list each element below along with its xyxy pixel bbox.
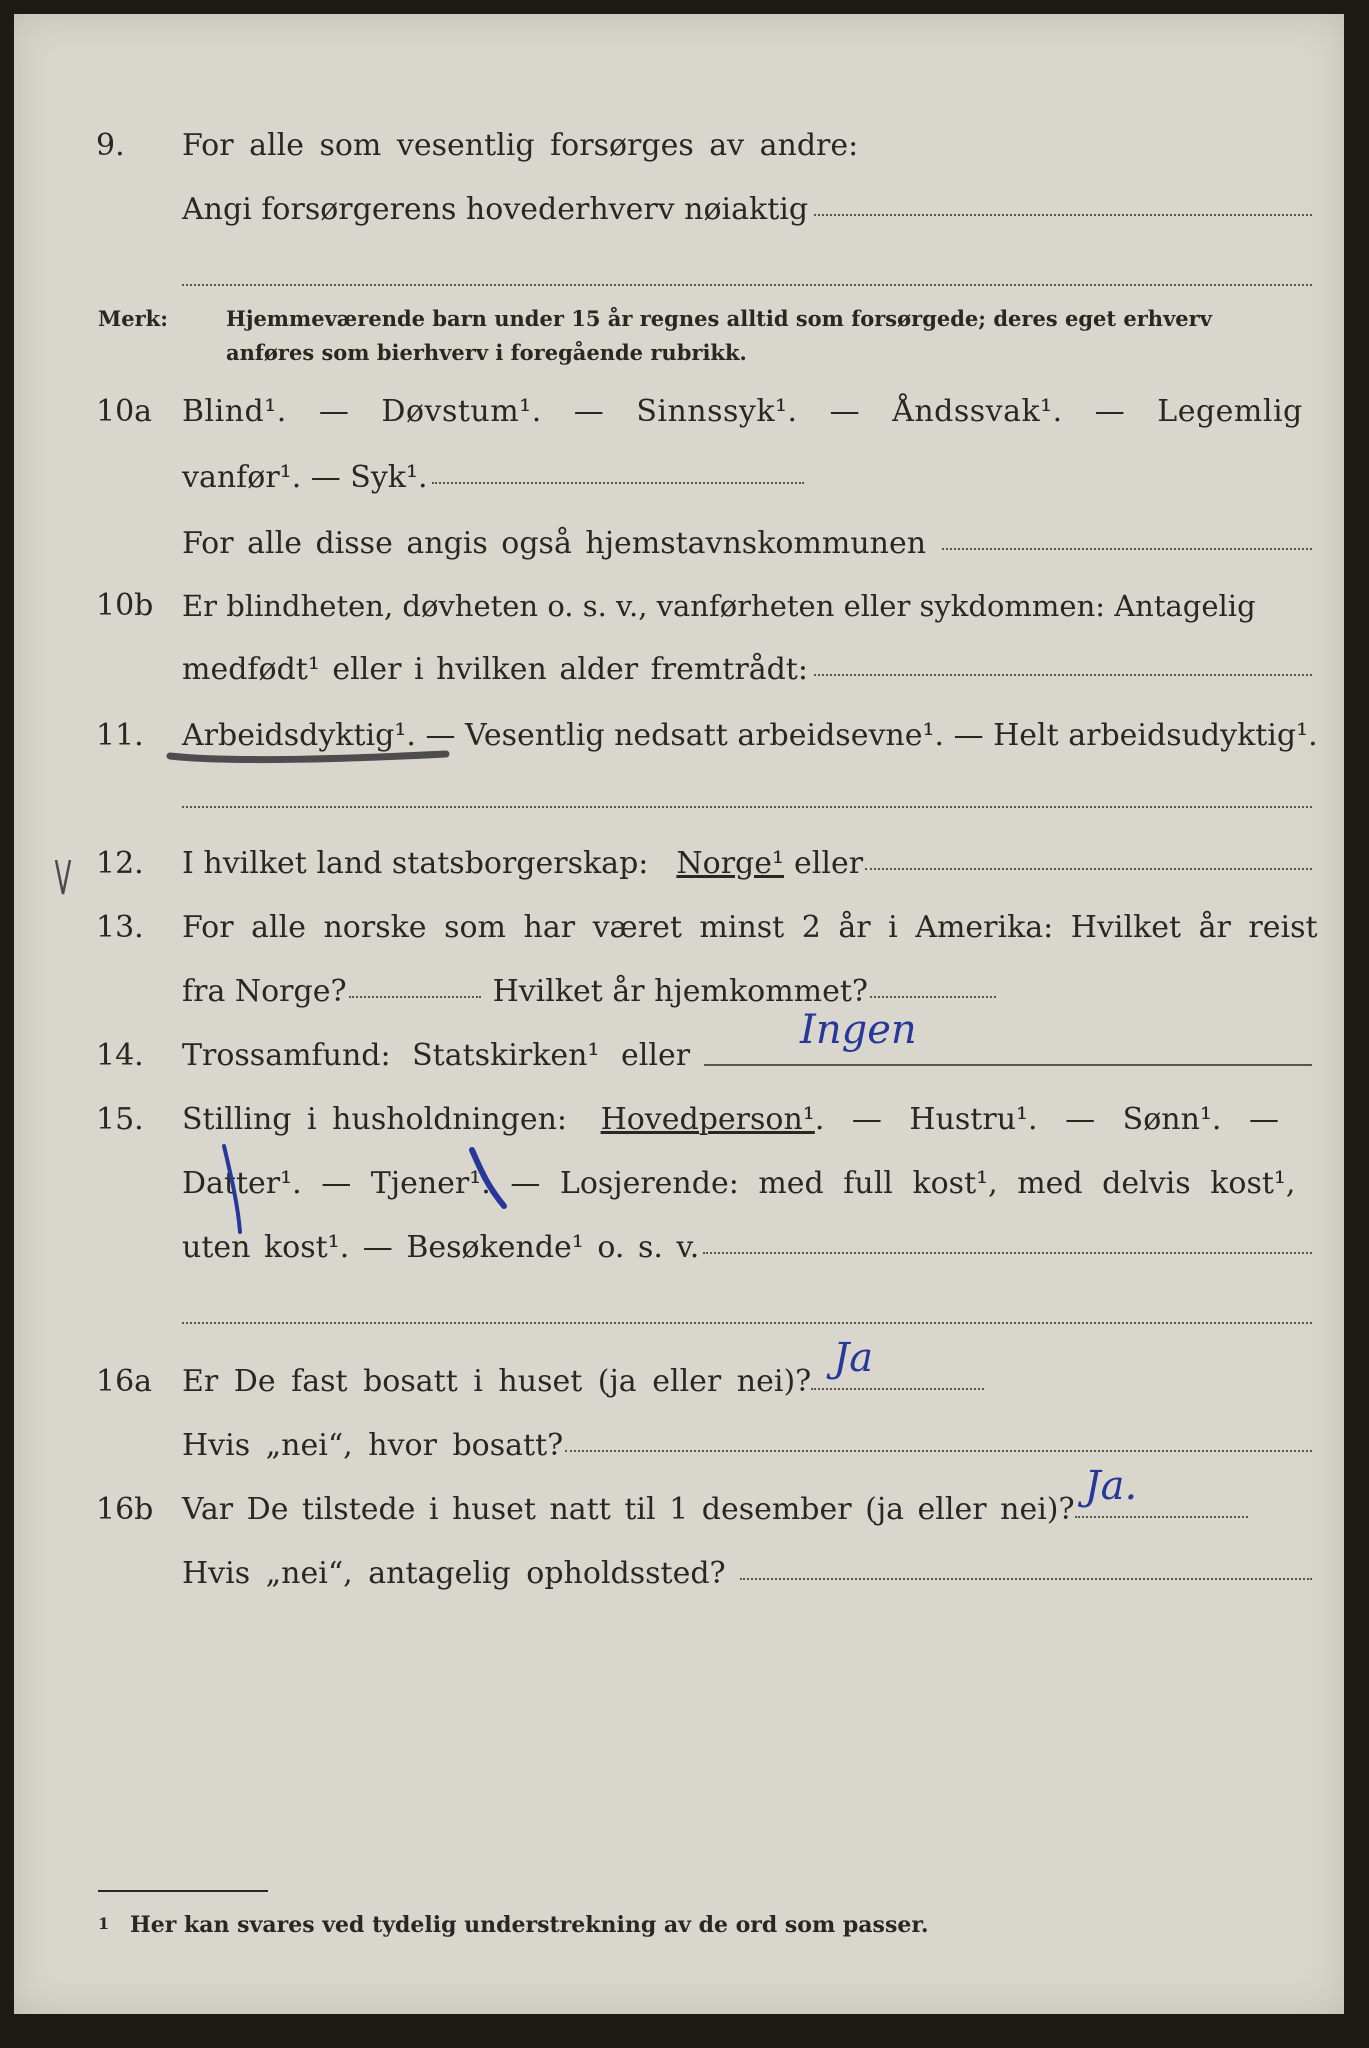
footnote-rule	[98, 1890, 268, 1892]
handwritten-answer: Ja	[833, 1335, 874, 1381]
question-number: 16a	[96, 1364, 153, 1399]
option-norge[interactable]: Norge¹	[676, 846, 785, 881]
answer-line[interactable]	[182, 284, 1312, 286]
options-rest[interactable]: . — Hustru¹. — Sønn¹. —	[814, 1102, 1280, 1137]
question-text: vanfør¹. — Syk¹.	[182, 460, 428, 495]
answer-field-hjemkommet[interactable]	[870, 974, 996, 998]
merk-text-2: anføres som bierhverv i foregående rubrikk.	[226, 340, 747, 365]
question-text: For alle som vesentlig forsørges av andre:	[182, 128, 859, 163]
question-number: 14.	[96, 1038, 144, 1073]
question-text: For alle disse angis også hjemstavnskommunen	[182, 526, 927, 561]
options-text[interactable]: uten kost¹. — Besøkende¹ o. s. v.	[182, 1230, 700, 1265]
answer-field[interactable]	[703, 1230, 1312, 1254]
answer-field[interactable]	[942, 526, 1312, 550]
question-text: Var De tilstede i huset natt til 1 desember (ja eller nei)?	[182, 1492, 1075, 1527]
answer-field[interactable]	[814, 192, 1312, 216]
question-number: 13.	[96, 910, 144, 945]
question-text: Trossamfund: Statskirken¹ eller	[182, 1038, 691, 1073]
question-text: I hvilket land statsborgerskap:	[182, 846, 649, 881]
question-text: Er De fast bosatt i huset (ja eller nei)?	[182, 1364, 812, 1399]
answer-field[interactable]	[432, 460, 804, 484]
pencil-underline-mark	[164, 734, 464, 774]
question-text: Blind¹. — Døvstum¹. — Sinnssyk¹. — Åndssvak¹. — Legemlig	[182, 394, 1303, 429]
pen-stroke-mark	[214, 1140, 254, 1240]
question-number: 10a	[96, 394, 153, 429]
merk-text-1: Hjemmeværende barn under 15 år regnes alltid som forsørgede; deres eget erhverv	[226, 306, 1212, 331]
question-text: Er blindheten, døvheten o. s. v., vanførheten eller sykdommen: Antagelig	[182, 589, 1256, 623]
pen-stroke-mark	[464, 1144, 514, 1214]
question-number: 12.	[96, 846, 144, 881]
footnote	[98, 1912, 929, 1938]
answer-field[interactable]	[811, 1335, 984, 1390]
question-text: Angi forsørgerens hovederhverv nøiaktig	[182, 192, 809, 227]
question-number: 10b	[96, 588, 154, 623]
footnote-number: 1	[98, 1914, 110, 1933]
footnote-text: Her kan svares ved tydelig understrekning av de ord som passer.	[130, 1912, 929, 1938]
handwritten-answer: Ja.	[1084, 1463, 1138, 1509]
question-text: Hvilket år hjemkommet?	[492, 974, 869, 1009]
question-number: 11.	[96, 718, 144, 753]
answer-field[interactable]	[1075, 1463, 1248, 1518]
answer-field[interactable]	[565, 1428, 1312, 1452]
census-form-page	[14, 14, 1344, 2014]
question-number: 9.	[96, 128, 125, 163]
question-text: Stilling i husholdningen:	[182, 1102, 568, 1137]
check-mark	[52, 856, 76, 900]
answer-field[interactable]	[865, 846, 1312, 870]
option-hovedperson[interactable]: Hovedperson¹	[600, 1102, 815, 1137]
handwritten-answer: Ingen	[800, 1007, 917, 1053]
options-text[interactable]: Datter¹. — Tjener¹. — Losjerende: med full kost¹, med delvis kost¹,	[182, 1166, 1296, 1201]
option-rest[interactable]: — Vesentlig nedsatt arbeidsevne¹. — Helt arbeidsudyktig¹.	[425, 718, 1318, 753]
answer-field[interactable]	[814, 652, 1312, 676]
answer-line[interactable]	[182, 806, 1312, 808]
answer-field[interactable]	[704, 1007, 1312, 1066]
question-text: Hvis „nei“, antagelig opholdssted?	[182, 1556, 726, 1591]
answer-line[interactable]	[182, 1322, 1312, 1324]
question-text: Hvis „nei“, hvor bosatt?	[182, 1428, 564, 1463]
question-number: 16b	[96, 1492, 154, 1527]
eller-text: eller	[794, 846, 864, 881]
answer-field[interactable]	[740, 1556, 1312, 1580]
merk-label: Merk:	[98, 306, 168, 331]
option-arbeidsdyktig[interactable]: Arbeidsdyktig¹.	[182, 718, 416, 753]
answer-field-reist[interactable]	[349, 974, 481, 998]
question-number: 15.	[96, 1102, 144, 1137]
question-text: For alle norske som har været minst 2 år i Amerika: Hvilket år reist	[182, 910, 1318, 945]
question-text: medfødt¹ eller i hvilken alder fremtrådt:	[182, 652, 808, 687]
question-text: fra Norge?	[182, 974, 347, 1009]
